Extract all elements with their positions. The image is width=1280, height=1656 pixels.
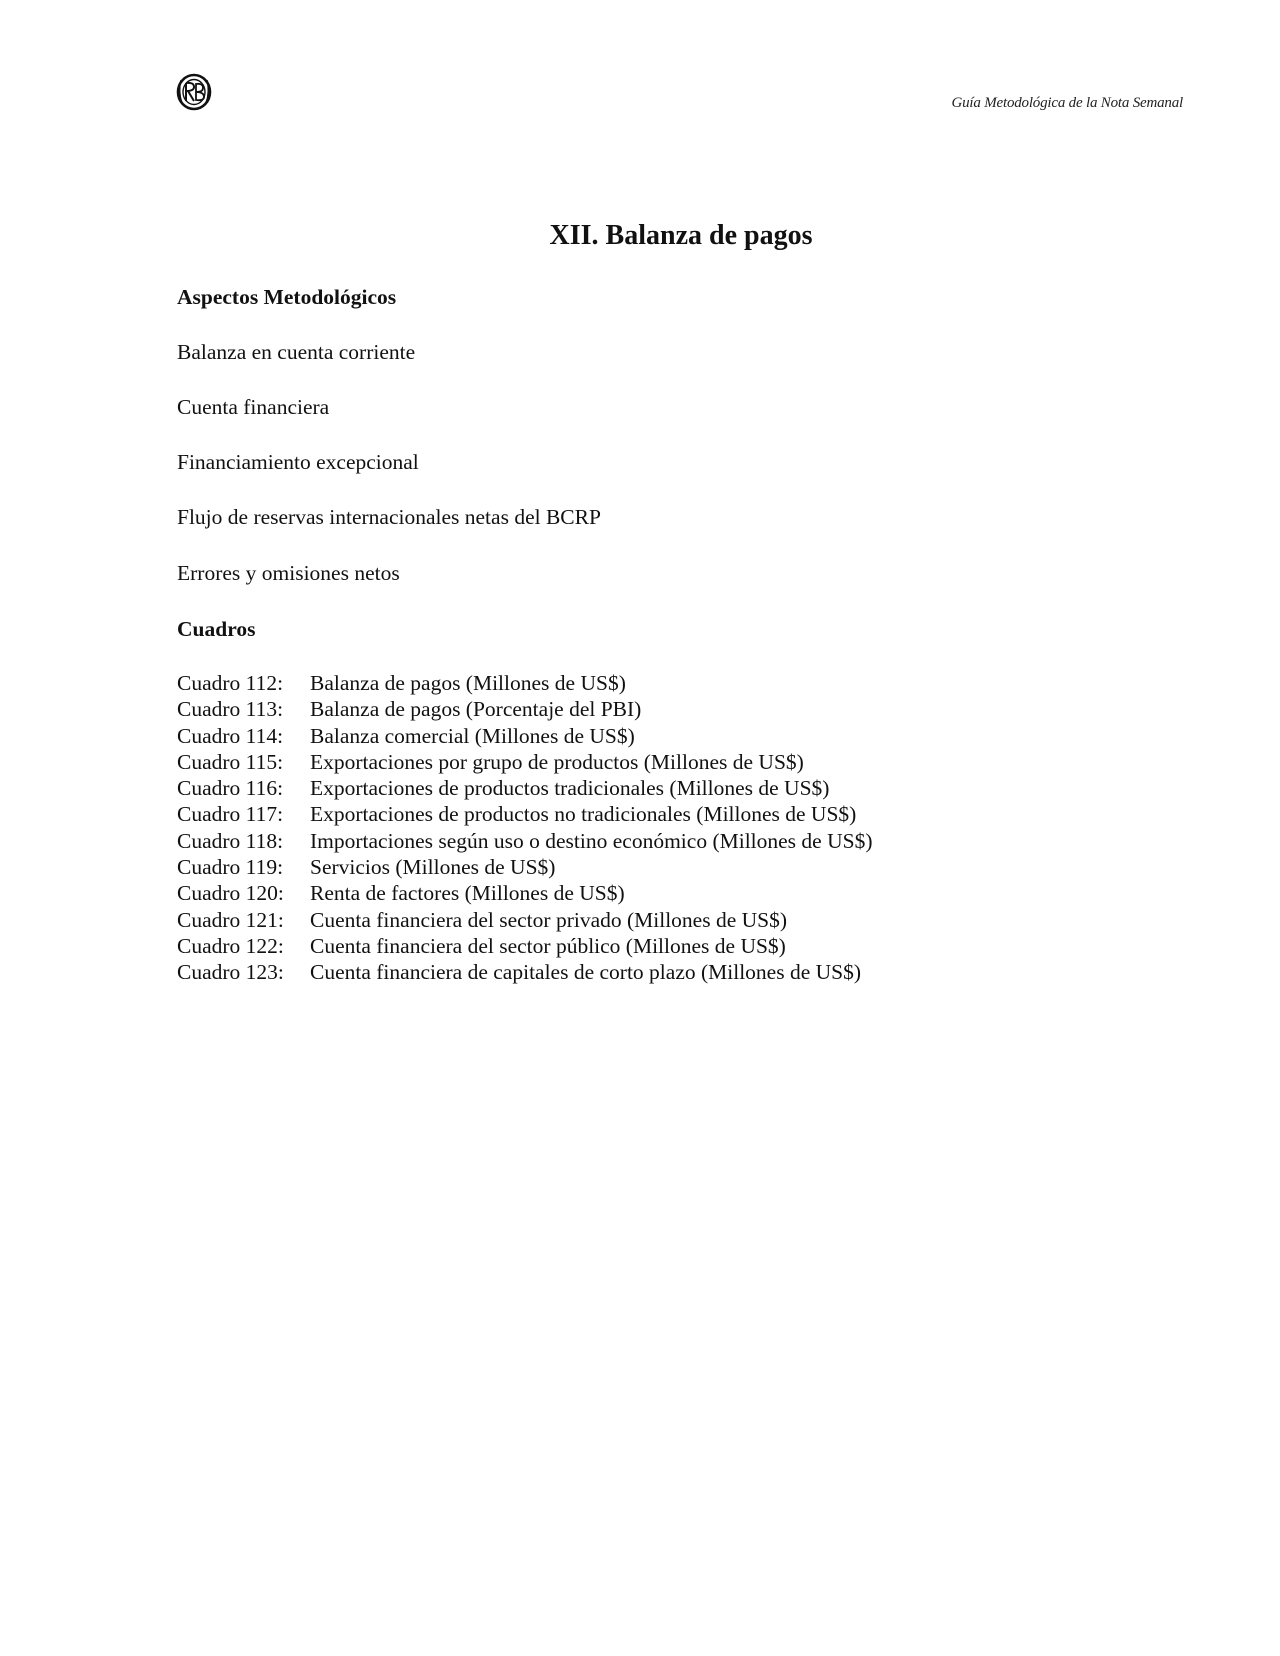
cuadro-title: Balanza comercial (Millones de US$) bbox=[310, 723, 635, 748]
topic-balanza-cuenta-corriente: Balanza en cuenta corriente bbox=[177, 340, 416, 364]
cuadro-title: Cuenta financiera del sector privado (Millones de US$) bbox=[310, 907, 788, 932]
topic-flujo-reservas: Flujo de reservas internacionales netas del BCRP bbox=[177, 505, 601, 529]
cuadro-item bbox=[177, 907, 873, 933]
cuadro-item bbox=[177, 854, 873, 880]
cuadro-number: Cuadro 120: bbox=[177, 881, 284, 906]
cuadro-number: Cuadro 112: bbox=[177, 671, 284, 695]
cuadro-title: Cuenta financiera del sector público (Millones de US$) bbox=[310, 933, 786, 958]
bcrp-seal-icon bbox=[175, 72, 213, 112]
running-header: Guía Metodológica de la Nota Semanal bbox=[951, 95, 1183, 111]
cuadro-item bbox=[177, 775, 873, 801]
cuadro-number: Cuadro 121: bbox=[177, 907, 284, 932]
cuadro-number: Cuadro 115: bbox=[177, 749, 284, 774]
cuadro-title: Importaciones según uso o destino económico (Millones de US$) bbox=[310, 828, 873, 853]
cuadro-number: Cuadro 117: bbox=[177, 802, 284, 827]
cuadros-list bbox=[177, 670, 873, 986]
cuadro-title: Balanza de pagos (Porcentaje del PBI) bbox=[310, 697, 642, 722]
cuadro-number: Cuadro 123: bbox=[177, 960, 284, 985]
cuadro-title: Balanza de pagos (Millones de US$) bbox=[310, 671, 626, 695]
topic-cuenta-financiera: Cuenta financiera bbox=[177, 395, 330, 419]
cuadro-item bbox=[177, 828, 873, 854]
cuadro-item bbox=[177, 749, 873, 775]
cuadro-title: Exportaciones de productos no tradicionales (Millones de US$) bbox=[310, 802, 857, 827]
cuadro-item bbox=[177, 933, 873, 959]
aspectos-heading: Aspectos Metodológicos bbox=[177, 285, 397, 309]
cuadro-item bbox=[177, 801, 873, 827]
cuadro-item bbox=[177, 670, 873, 696]
topic-financiamiento-excepcional: Financiamiento excepcional bbox=[177, 450, 419, 474]
chapter-title: XII. Balanza de pagos bbox=[549, 220, 813, 251]
cuadro-number: Cuadro 114: bbox=[177, 723, 284, 748]
topic-errores-omisiones: Errores y omisiones netos bbox=[177, 561, 400, 585]
cuadro-item bbox=[177, 696, 873, 722]
cuadro-title: Exportaciones de productos tradicionales (Millones de US$) bbox=[310, 776, 830, 801]
cuadro-number: Cuadro 118: bbox=[177, 828, 284, 853]
cuadro-number: Cuadro 119: bbox=[177, 855, 284, 880]
cuadro-title: Renta de factores (Millones de US$) bbox=[310, 881, 625, 906]
cuadro-number: Cuadro 122: bbox=[177, 933, 284, 958]
cuadros-heading: Cuadros bbox=[177, 617, 256, 641]
cuadro-title: Servicios (Millones de US$) bbox=[310, 855, 556, 880]
cuadro-item bbox=[177, 723, 873, 749]
cuadro-item bbox=[177, 959, 873, 985]
cuadro-item bbox=[177, 880, 873, 906]
cuadro-number: Cuadro 113: bbox=[177, 697, 284, 722]
cuadro-title: Exportaciones por grupo de productos (Millones de US$) bbox=[310, 749, 804, 774]
cuadro-title: Cuenta financiera de capitales de corto plazo (Millones de US$) bbox=[310, 960, 862, 985]
cuadro-number: Cuadro 116: bbox=[177, 776, 284, 801]
